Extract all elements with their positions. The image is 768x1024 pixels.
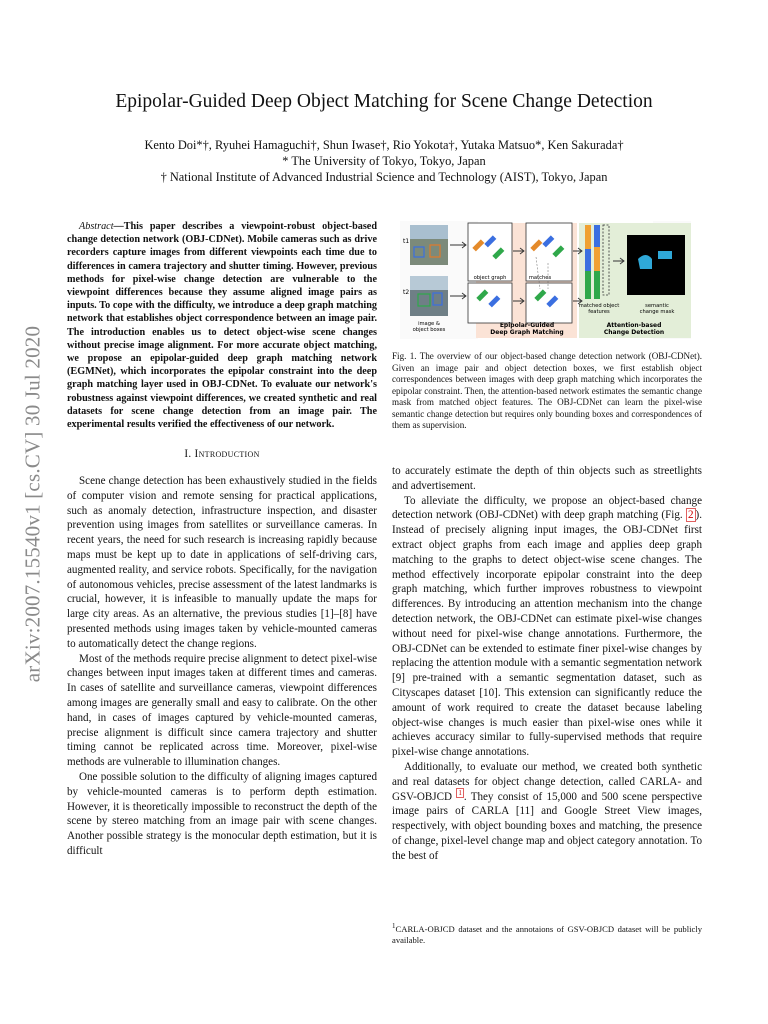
figure-caption: Fig. 1. The overview of our object-based change detection network (OBJ-CDNet). Given an image pair and object detection boxes, we first establish object correspondences between images with deep graph matching which incorporates the epipolar constraint. Then, the attention-based network estimates the semantic change mask from matched object features. The OBJ-CDNet can learn the pixel-wise semantic change detection but requires only bounding boxes and correspondences of them as supervision. bbox=[392, 351, 702, 430]
footnote-mark: 1 bbox=[392, 922, 396, 931]
figure-reference-link[interactable]: 2 bbox=[687, 509, 694, 522]
egm-title: Epipolar-Guided bbox=[499, 322, 555, 329]
attention-title: Attention-based bbox=[606, 322, 662, 329]
time-label-1: t1 bbox=[403, 238, 410, 245]
paragraph-text: ). Instead of precisely aligning input images, the OBJ-CDNet first extract object graphs from each image and applies deep graph matching to the graphs to detect object-wise scene changes. The method effectively incorporate epipolar constraint into the deep graph matching, which further improves robustness to viewpoint differences. By introducing an attention mechanism into the change detection network, the OBJ-CDNet can estimate pixel-wise changes without need for pixel-wise change annotations. Furthermore, the OBJ-CDNet can be extended to estimate finer pixel-wise changes by replacing the attention module with a semantic segmentation network [9] pre-trained with a semantic segmentation dataset, such as Cityscapes dataset [10]. This extension can significantly reduce the amount of work required to create the dataset because labeling object-wise changes is much easier than pixel-wise ones while it achieves accuracy similar to fully-supervised methods that require pixel-wise change annotations. bbox=[392, 509, 702, 759]
paragraph: Scene change detection has been exhaustively studied in the fields of computer vision and remote sensing for practical applications, such as anomaly detection, infrastructure inspection, and disaster prevention using images from satellites or surveillance cameras. In recent years, the need for such research is increasing rapidly because maps must be kept up to date in applications of self-driving cars, augmented reality, and service robots. Specifically, for the navigation of autonomous vehicles, precise assessment of the latest landmarks is crucial, however, it is infeasible to manually update the maps for large city areas. As an alternative, the previous studies [1]–[8] have presented methods using images taken by vehicle-mounted cameras to automatically detect the change regions. bbox=[67, 475, 377, 650]
abstract bbox=[67, 220, 377, 431]
object-graph-label: object graph bbox=[473, 275, 507, 281]
attention-title-2: Change Detection bbox=[603, 329, 665, 336]
section-heading: I. Introduction bbox=[184, 448, 260, 461]
paper-title: Epipolar-Guided Deep Object Matching for Scene Change Detection bbox=[115, 91, 653, 112]
matched-features-label: matched object bbox=[578, 303, 620, 309]
abstract-label: Abstract bbox=[79, 221, 114, 232]
paragraph bbox=[392, 760, 702, 864]
author-block bbox=[60, 137, 708, 185]
figure-diagram bbox=[400, 221, 691, 339]
arxiv-sidebar-stamp bbox=[18, 288, 48, 720]
paragraph: to accurately estimate the depth of thin objects such as streetlights and advertisement. bbox=[392, 465, 702, 492]
matched-features-label-2: features bbox=[588, 309, 610, 315]
image-label-2: object boxes bbox=[412, 327, 446, 333]
left-column bbox=[67, 220, 377, 859]
graph-box-1 bbox=[468, 223, 512, 281]
image-label: image & bbox=[418, 321, 440, 327]
affiliation-1: * The University of Tokyo, Tokyo, Japan bbox=[282, 154, 486, 168]
author-list: Kento Doi*†, Ryuhei Hamaguchi†, Shun Iwase†, Rio Yokota†, Yutaka Matsuo*, Ken Sakurada† bbox=[144, 138, 624, 152]
right-column bbox=[392, 464, 702, 864]
paragraph-text: To alleviate the difficulty, we propose an object-based change detection network (OBJ-CDNet) with deep graph matching (Fig. bbox=[392, 494, 702, 522]
paragraph-text: Additionally, to evaluate our method, we created both synthetic and real datasets for object change detection, called CARLA- and GSV-OBJCD bbox=[392, 760, 702, 803]
semantic-change-mask bbox=[627, 235, 685, 295]
abstract-text: —This paper describes a viewpoint-robust object-based change detection network (OBJ-CDNet). Mobile cameras such as drive recorders capture images from different viewpoints each time due to differences in camera trajectory and shutter timing. However, previous methods for pixel-wise change detection are vulnerable to the viewpoint differences because they assume aligned image pairs as inputs. To cope with the difficulty, we introduce a deep graph matching network that establishes object correspondence between an image pair. The introduction enables us to detect object-wise scene changes without precise image alignment. For more accurate object matching, we propose an epipolar-guided deep graph matching network (EGMNet), which incorporates the epipolar constraint into the deep graph matching layer used in OBJ-CDNet. To evaluate our network's robustness against viewpoint differences, we created synthetic and real datasets for scene change detection from an image pair. The experimental results verified the effectiveness of our network. bbox=[67, 221, 377, 431]
egm-title-2: Deep Graph Matching bbox=[490, 329, 564, 336]
paragraph bbox=[392, 494, 702, 760]
semantic-mask-label-2: change mask bbox=[639, 309, 675, 315]
feature-bar bbox=[585, 225, 591, 249]
footnote bbox=[392, 924, 702, 946]
affiliation-2: † National Institute of Advanced Industrial Science and Technology (AIST), Tokyo, Japan bbox=[160, 170, 608, 184]
footnote-text: CARLA-OBJCD dataset and the annotaions of GSV-OBJCD dataset will be publicly available. bbox=[392, 924, 702, 945]
footnote-reference-link[interactable]: 1 bbox=[458, 788, 462, 797]
arxiv-id: arXiv:2007.15540v1 [cs.CV] 30 Jul 2020 bbox=[20, 325, 45, 683]
overview-figure bbox=[400, 221, 691, 339]
paragraph: Most of the methods require precise alignment to detect pixel-wise changes between input images taken at different times and cameras. In cases of satellite and surveillance cameras, viewpoint differences among images are generally small and easy to calibrate. On the other hand, in cases of images captured by vehicle-mounted cameras, precise alignment is difficult since camera trajectory and shutter timing cannot be replicated across time. Moreover, pixel-wise methods are vulnerable to illumination changes. bbox=[67, 652, 377, 769]
matches-label: matches bbox=[528, 275, 552, 281]
paragraph: One possible solution to the difficulty of aligning images captured by vehicle-mounted cameras is to perform depth estimation. However, it is theoretically impossible to reconstruct the depth of the scene by stereo matching from an image pair with scene changes. Another possible strategy is the monocular depth estimation, but it is difficult bbox=[67, 770, 377, 857]
matches-box-1 bbox=[526, 223, 572, 281]
paragraph-text: . They consist of 15,000 and 500 scene perspective image pairs of CARLA [11] and Google Street View images, respectively, with object bounding boxes and matching, the presence of change, pixel-level change map and object category annotation. To the best of bbox=[392, 790, 702, 862]
semantic-mask-label: semantic bbox=[645, 303, 669, 309]
time-label-2: t2 bbox=[403, 289, 410, 296]
